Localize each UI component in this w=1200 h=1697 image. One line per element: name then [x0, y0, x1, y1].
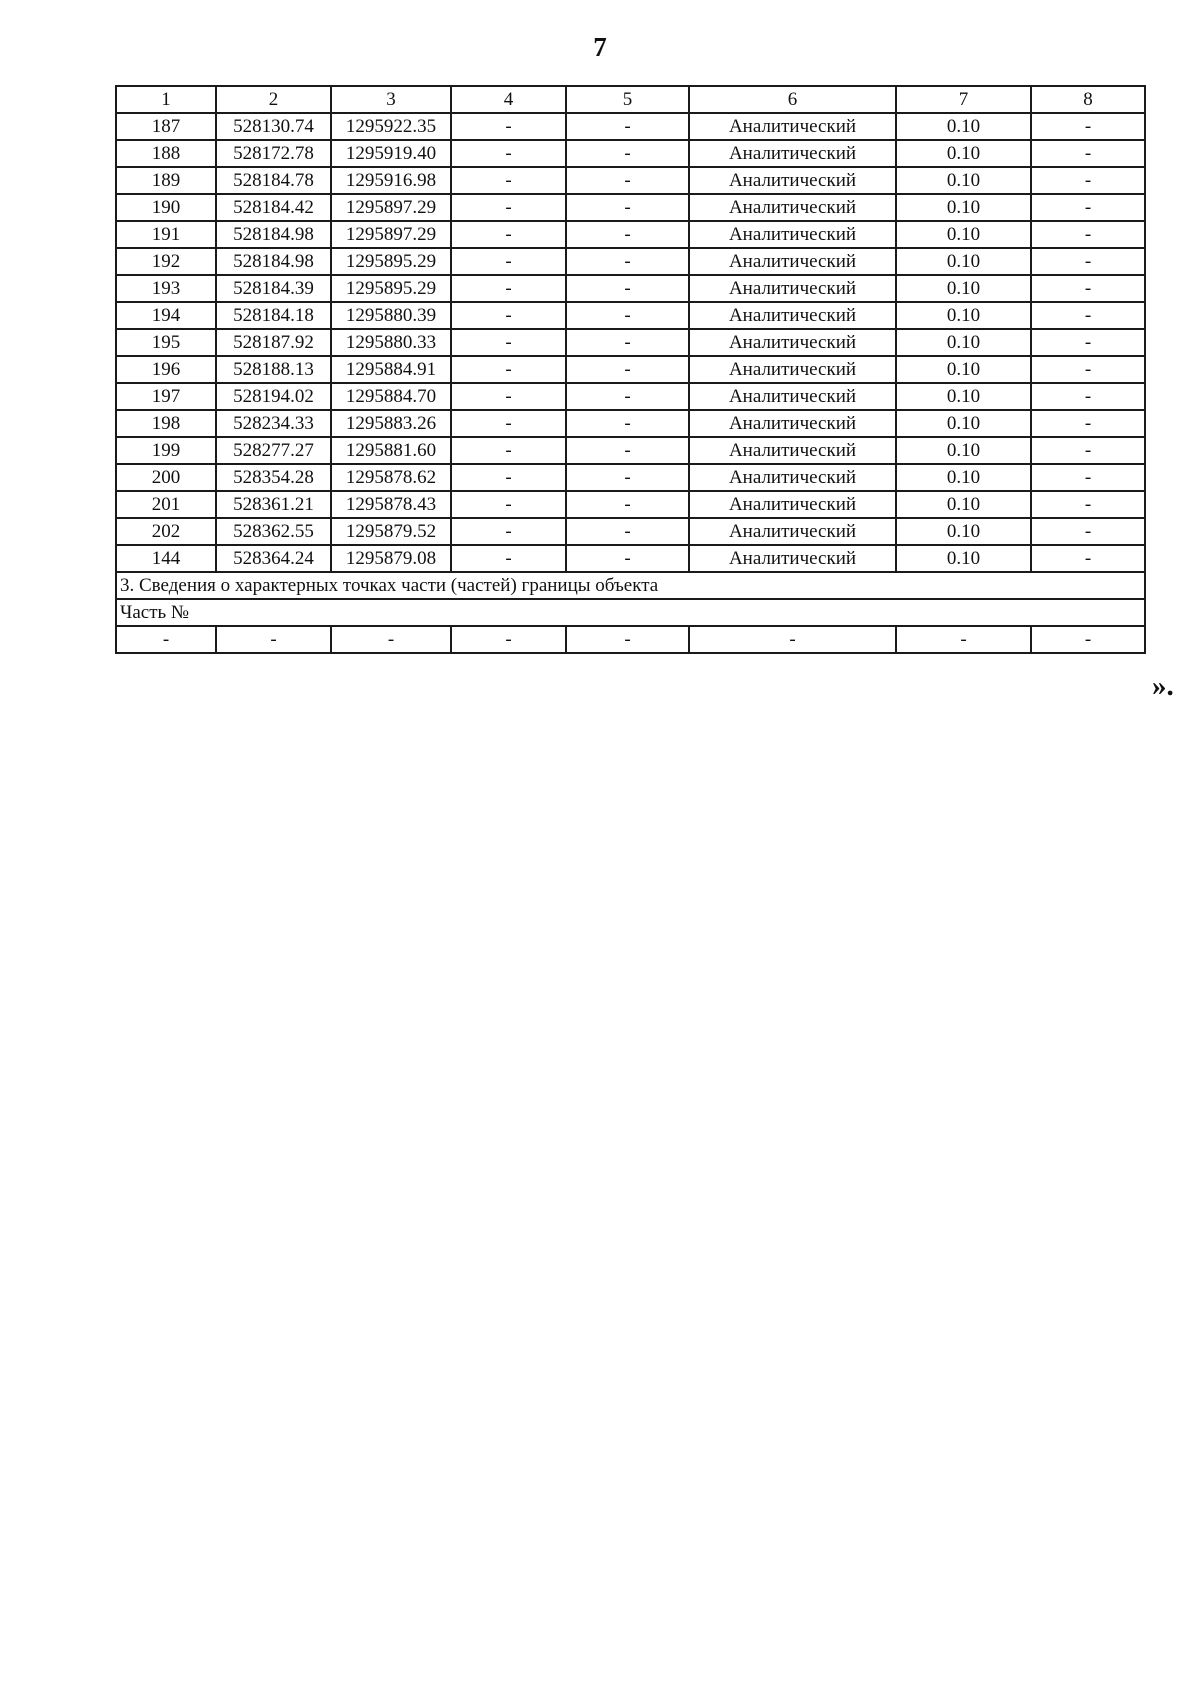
cell-x-coordinate: 528172.78 — [216, 140, 331, 167]
header-cell-y-coordinate: 3 — [331, 86, 451, 113]
cell-col-5: - — [566, 167, 689, 194]
cell-col-5: - — [566, 545, 689, 572]
cell-point-number: 191 — [116, 221, 216, 248]
header-cell-x-coordinate: 2 — [216, 86, 331, 113]
cell-col-5: - — [566, 194, 689, 221]
cell-accuracy: 0.10 — [896, 140, 1031, 167]
cell-method: Аналитический — [689, 383, 896, 410]
cell-x-coordinate: 528354.28 — [216, 464, 331, 491]
cell-accuracy: 0.10 — [896, 113, 1031, 140]
cell-x-coordinate: 528184.39 — [216, 275, 331, 302]
cell-point-number: 192 — [116, 248, 216, 275]
cell-y-coordinate: 1295916.98 — [331, 167, 451, 194]
cell-x-coordinate: 528130.74 — [216, 113, 331, 140]
cell-x-coordinate: 528234.33 — [216, 410, 331, 437]
cell-col-5: - — [566, 626, 689, 653]
cell-col-8: - — [1031, 464, 1145, 491]
header-cell-col-4: 4 — [451, 86, 566, 113]
cell-col-8: - — [1031, 491, 1145, 518]
cell-y-coordinate: 1295897.29 — [331, 194, 451, 221]
cell-col-5: - — [566, 383, 689, 410]
table-row — [116, 221, 1145, 248]
table-row — [116, 194, 1145, 221]
section-title: 3. Сведения о характерных точках части (частей) границы объекта — [116, 572, 1145, 599]
cell-x-coordinate: 528184.98 — [216, 248, 331, 275]
cell-method: - — [689, 626, 896, 653]
cell-accuracy: 0.10 — [896, 248, 1031, 275]
header-cell-point-number: 1 — [116, 86, 216, 113]
cell-col-5: - — [566, 302, 689, 329]
cell-col-5: - — [566, 410, 689, 437]
cell-col-4: - — [451, 383, 566, 410]
cell-accuracy: 0.10 — [896, 383, 1031, 410]
cell-accuracy: 0.10 — [896, 167, 1031, 194]
cell-x-coordinate: 528188.13 — [216, 356, 331, 383]
table-row — [116, 383, 1145, 410]
cell-col-8: - — [1031, 113, 1145, 140]
cell-x-coordinate: - — [216, 626, 331, 653]
cell-method: Аналитический — [689, 464, 896, 491]
cell-point-number: 196 — [116, 356, 216, 383]
cell-point-number: 144 — [116, 545, 216, 572]
cell-col-4: - — [451, 410, 566, 437]
cell-col-8: - — [1031, 329, 1145, 356]
cell-y-coordinate: 1295881.60 — [331, 437, 451, 464]
cell-col-4: - — [451, 626, 566, 653]
part-label: Часть № — [116, 599, 1145, 626]
table-body — [116, 86, 1145, 653]
cell-y-coordinate: 1295879.08 — [331, 545, 451, 572]
cell-accuracy: 0.10 — [896, 356, 1031, 383]
cell-col-5: - — [566, 140, 689, 167]
cell-y-coordinate: 1295922.35 — [331, 113, 451, 140]
cell-y-coordinate: 1295880.33 — [331, 329, 451, 356]
cell-col-4: - — [451, 275, 566, 302]
cell-col-4: - — [451, 140, 566, 167]
cell-y-coordinate: 1295878.62 — [331, 464, 451, 491]
cell-col-5: - — [566, 221, 689, 248]
cell-col-8: - — [1031, 410, 1145, 437]
table-row — [116, 329, 1145, 356]
cell-col-4: - — [451, 356, 566, 383]
cell-x-coordinate: 528364.24 — [216, 545, 331, 572]
cell-method: Аналитический — [689, 329, 896, 356]
cell-point-number: 188 — [116, 140, 216, 167]
table-row — [116, 113, 1145, 140]
cell-col-8: - — [1031, 356, 1145, 383]
cell-x-coordinate: 528194.02 — [216, 383, 331, 410]
cell-method: Аналитический — [689, 167, 896, 194]
header-cell-method: 6 — [689, 86, 896, 113]
cell-method: Аналитический — [689, 518, 896, 545]
cell-x-coordinate: 528184.78 — [216, 167, 331, 194]
cell-col-5: - — [566, 275, 689, 302]
cell-col-4: - — [451, 221, 566, 248]
cell-y-coordinate: 1295919.40 — [331, 140, 451, 167]
cell-x-coordinate: 528184.98 — [216, 221, 331, 248]
table-row — [116, 275, 1145, 302]
cell-point-number: 201 — [116, 491, 216, 518]
cell-x-coordinate: 528362.55 — [216, 518, 331, 545]
cell-y-coordinate: 1295884.70 — [331, 383, 451, 410]
closing-quote-mark: ». — [1152, 670, 1174, 702]
cell-point-number: 198 — [116, 410, 216, 437]
cell-col-4: - — [451, 437, 566, 464]
table-row — [116, 356, 1145, 383]
table-row — [116, 248, 1145, 275]
cell-col-5: - — [566, 437, 689, 464]
cell-point-number: 187 — [116, 113, 216, 140]
cell-col-4: - — [451, 518, 566, 545]
cell-point-number: 200 — [116, 464, 216, 491]
table-header-row — [116, 86, 1145, 113]
cell-col-5: - — [566, 464, 689, 491]
cell-accuracy: 0.10 — [896, 302, 1031, 329]
cell-col-4: - — [451, 248, 566, 275]
part-label-row — [116, 599, 1145, 626]
cell-x-coordinate: 528184.42 — [216, 194, 331, 221]
cell-method: Аналитический — [689, 302, 896, 329]
coordinates-table-container — [115, 85, 1146, 654]
cell-col-8: - — [1031, 140, 1145, 167]
cell-y-coordinate: 1295895.29 — [331, 248, 451, 275]
cell-y-coordinate: 1295897.29 — [331, 221, 451, 248]
cell-method: Аналитический — [689, 410, 896, 437]
cell-point-number: 195 — [116, 329, 216, 356]
cell-col-8: - — [1031, 626, 1145, 653]
header-cell-col-5: 5 — [566, 86, 689, 113]
cell-x-coordinate: 528184.18 — [216, 302, 331, 329]
cell-y-coordinate: 1295884.91 — [331, 356, 451, 383]
cell-method: Аналитический — [689, 140, 896, 167]
table-row — [116, 302, 1145, 329]
table-row — [116, 464, 1145, 491]
cell-col-5: - — [566, 518, 689, 545]
cell-y-coordinate: 1295883.26 — [331, 410, 451, 437]
cell-col-8: - — [1031, 275, 1145, 302]
cell-method: Аналитический — [689, 437, 896, 464]
header-cell-accuracy: 7 — [896, 86, 1031, 113]
cell-method: Аналитический — [689, 491, 896, 518]
cell-accuracy: 0.10 — [896, 194, 1031, 221]
cell-method: Аналитический — [689, 356, 896, 383]
cell-point-number: 189 — [116, 167, 216, 194]
cell-col-4: - — [451, 545, 566, 572]
cell-y-coordinate: - — [331, 626, 451, 653]
cell-col-8: - — [1031, 383, 1145, 410]
cell-point-number: 194 — [116, 302, 216, 329]
cell-accuracy: 0.10 — [896, 221, 1031, 248]
cell-point-number: 190 — [116, 194, 216, 221]
table-row — [116, 545, 1145, 572]
table-row — [116, 140, 1145, 167]
table-row — [116, 167, 1145, 194]
cell-x-coordinate: 528277.27 — [216, 437, 331, 464]
cell-accuracy: 0.10 — [896, 437, 1031, 464]
table-row — [116, 518, 1145, 545]
cell-col-5: - — [566, 491, 689, 518]
cell-accuracy: 0.10 — [896, 518, 1031, 545]
cell-col-5: - — [566, 329, 689, 356]
cell-method: Аналитический — [689, 545, 896, 572]
cell-col-8: - — [1031, 221, 1145, 248]
cell-point-number: 193 — [116, 275, 216, 302]
cell-col-5: - — [566, 113, 689, 140]
cell-method: Аналитический — [689, 221, 896, 248]
cell-x-coordinate: 528361.21 — [216, 491, 331, 518]
cell-accuracy: 0.10 — [896, 275, 1031, 302]
cell-method: Аналитический — [689, 275, 896, 302]
cell-col-8: - — [1031, 518, 1145, 545]
cell-method: Аналитический — [689, 248, 896, 275]
table-row — [116, 437, 1145, 464]
cell-accuracy: 0.10 — [896, 545, 1031, 572]
cell-method: Аналитический — [689, 194, 896, 221]
coordinates-table — [115, 85, 1146, 654]
cell-accuracy: - — [896, 626, 1031, 653]
cell-accuracy: 0.10 — [896, 491, 1031, 518]
cell-accuracy: 0.10 — [896, 329, 1031, 356]
cell-col-8: - — [1031, 167, 1145, 194]
cell-point-number: 199 — [116, 437, 216, 464]
page-number: 7 — [593, 32, 607, 62]
cell-y-coordinate: 1295880.39 — [331, 302, 451, 329]
cell-col-8: - — [1031, 545, 1145, 572]
cell-col-8: - — [1031, 248, 1145, 275]
cell-col-5: - — [566, 248, 689, 275]
cell-col-4: - — [451, 194, 566, 221]
cell-col-8: - — [1031, 302, 1145, 329]
cell-col-4: - — [451, 302, 566, 329]
cell-accuracy: 0.10 — [896, 464, 1031, 491]
table-row — [116, 491, 1145, 518]
cell-accuracy: 0.10 — [896, 410, 1031, 437]
cell-point-number: 202 — [116, 518, 216, 545]
cell-col-5: - — [566, 356, 689, 383]
section-title-row — [116, 572, 1145, 599]
cell-col-8: - — [1031, 437, 1145, 464]
header-cell-col-8: 8 — [1031, 86, 1145, 113]
empty-row — [116, 626, 1145, 653]
cell-point-number: 197 — [116, 383, 216, 410]
cell-y-coordinate: 1295895.29 — [331, 275, 451, 302]
cell-y-coordinate: 1295878.43 — [331, 491, 451, 518]
cell-point-number: - — [116, 626, 216, 653]
cell-col-4: - — [451, 464, 566, 491]
cell-x-coordinate: 528187.92 — [216, 329, 331, 356]
cell-col-4: - — [451, 167, 566, 194]
cell-col-8: - — [1031, 194, 1145, 221]
cell-col-4: - — [451, 491, 566, 518]
cell-y-coordinate: 1295879.52 — [331, 518, 451, 545]
cell-method: Аналитический — [689, 113, 896, 140]
table-row — [116, 410, 1145, 437]
cell-col-4: - — [451, 113, 566, 140]
cell-col-4: - — [451, 329, 566, 356]
